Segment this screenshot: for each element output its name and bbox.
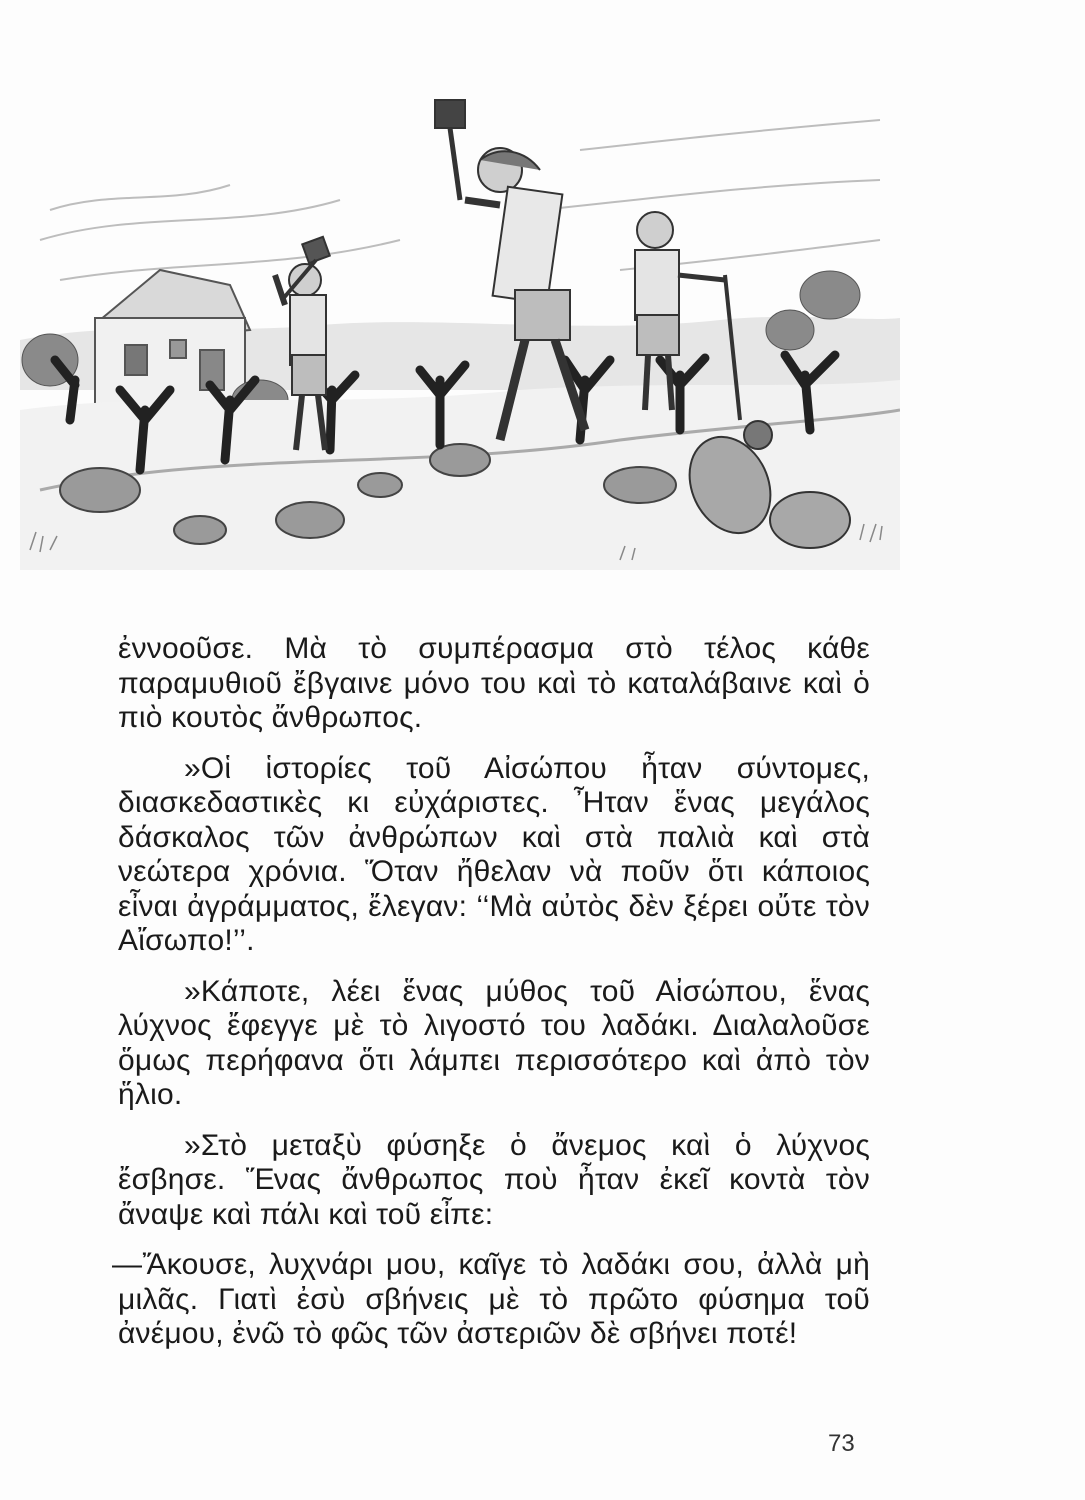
paragraph-5-dialogue: —Ἄκουσε, λυχνάρι μου, καῖγε τὸ λαδάκι σου, ἀλλὰ μὴ μιλᾶς. Γιατὶ ἐσὺ σβήνεις μὲ τὸ πρῶτο φύσημα τοῦ ἀνέμου, ἐνῶ τὸ φῶς τῶν ἀστεριῶν δὲ σβήνει ποτέ! xyxy=(112,1248,870,1350)
paragraph-3: »Κάποτε, λέει ἕνας μύθος τοῦ Αἰσώπου, ἕνας λύχνος ἔφεγγε μὲ τὸ λιγοστό του λαδάκι. Διαλαλοῦσε ὅμως περήφανα ὅτι λάμπει περισσότερο καὶ ἀπὸ τὸν ἥλιο. xyxy=(118,974,870,1111)
story-text xyxy=(112,632,870,1368)
paragraph-2: »Οἱ ἱστορίες τοῦ Αἰσώπου ἦταν σύντομες, διασκεδαστικὲς κι εὐχάριστες. Ἦταν ἕνας μεγάλος δάσκαλος τῶν ἀνθρώπων καὶ στὰ παλιὰ καὶ στὰ νεώτερα χρόνια. Ὅταν ἤθελαν νὰ ποῦν ὅτι κάποιος εἶναι ἀγράμματος, ἔλεγαν: ‘‘Μὰ αὐτὸς δὲν ξέρει οὔτε τὸν Αἴσωπο!’’. xyxy=(118,751,870,957)
paragraph-1: ἐννοοῦσε. Μὰ τὸ συμπέρασμα στὸ τέλος κάθε παραμυθιοῦ ἔβγαινε μόνο του καὶ τὸ καταλάβαινε καὶ ὁ πιὸ κουτὸς ἄνθρωπος. xyxy=(118,632,870,734)
page-number: 73 xyxy=(828,1430,855,1457)
woodcutters-illustration xyxy=(20,90,900,570)
paragraph-4: »Στὸ μεταξὺ φύσηξε ὁ ἄνεμος καὶ ὁ λύχνος ἔσβησε. Ἕνας ἄνθρωπος ποὺ ἦταν ἐκεῖ κοντὰ τὸν ἄναψε καὶ πάλι καὶ τοῦ εἶπε: xyxy=(118,1128,870,1231)
